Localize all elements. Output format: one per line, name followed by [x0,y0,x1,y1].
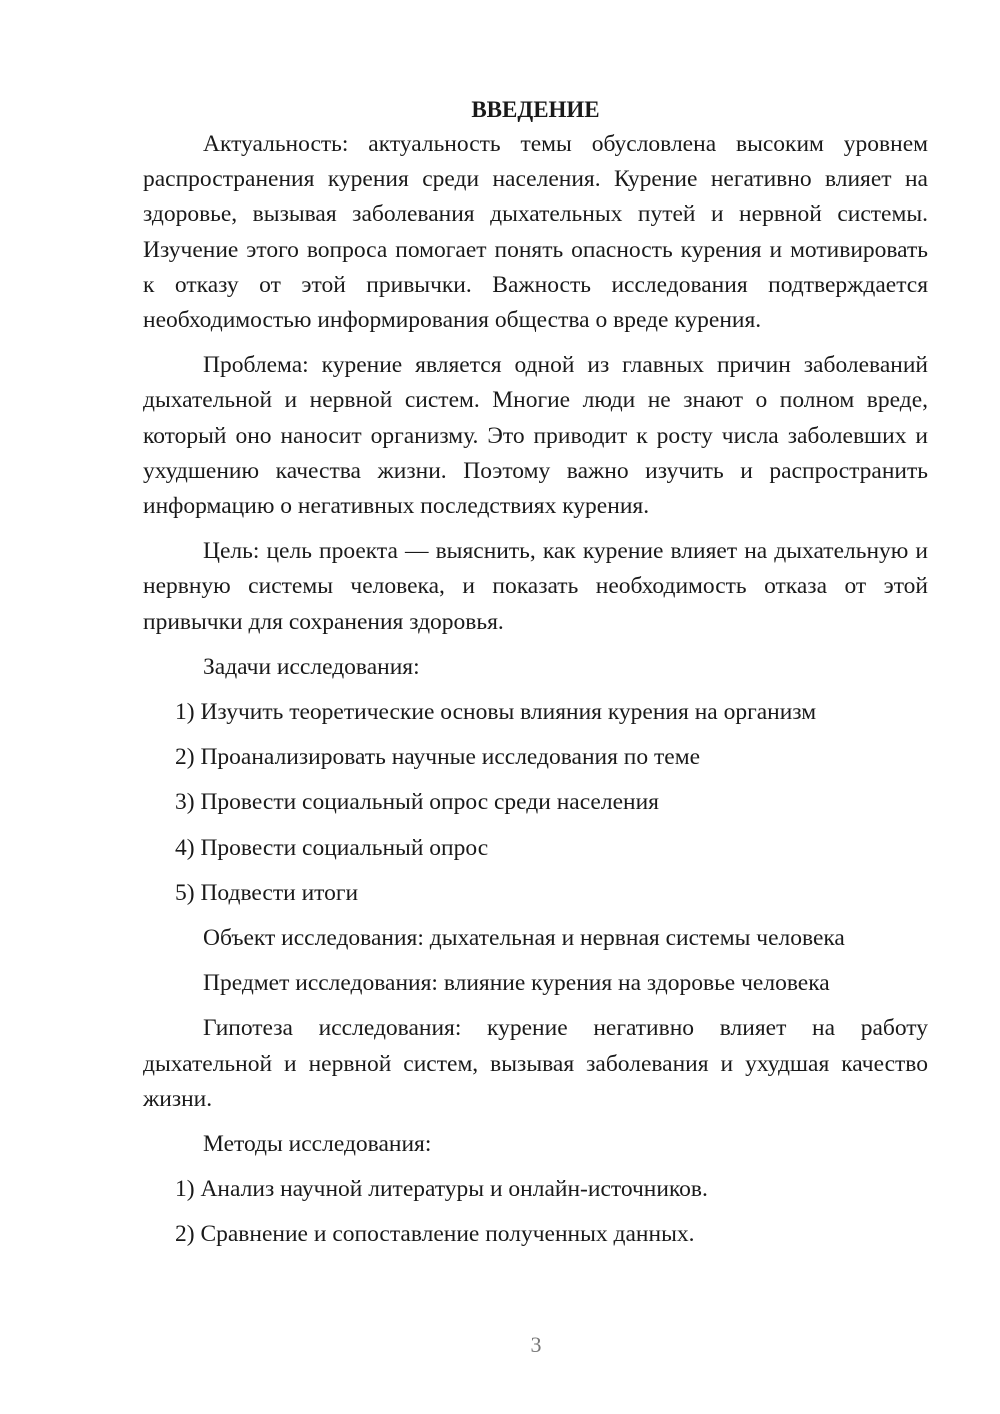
list-item: 1) Анализ научной литературы и онлайн-источников. [175,1176,708,1203]
subject-line: Предмет исследования: влияние курения на здоровье человека [203,970,830,997]
relevance-paragraph: Актуальность: актуальность темы обусловлена высоким уровнем распространения курения среди населения. Курение негативно влияет на здоровье, вызывая заболевания дыхательных путей и нервной системы. Изучение этого вопроса помогает понять опасность курения и мотивировать к отказу от этой привычки. Важность исследования подтверждается необходимостью информирования общества о вреде курения. [143,131,928,334]
hypothesis-paragraph: Гипотеза исследования: курение негативно влияет на работу дыхательной и нервной систем, вызывая заболевания и ухудшая качество жизни. [143,1015,928,1112]
list-item: 5) Подвести итоги [175,879,359,906]
object-line: Объект исследования: дыхательная и нервная системы человека [203,925,845,952]
tasks-heading: Задачи исследования: [203,653,420,680]
problem-paragraph: Проблема: курение является одной из главных причин заболеваний дыхательной и нервной систем. Многие люди не знают о полном вреде, который оно наносит организму. Это приводит к росту числа заболевших и ухудшению качества жизни. Поэтому важно изучить и распространить информацию о негативных последствиях курения. [143,352,928,520]
page-title: ВВЕДЕНИЕ [471,97,600,122]
list-item: 1) Изучить теоретические основы влияния курения на организм [175,699,817,726]
goal-paragraph: Цель: цель проекта — выяснить, как курение влияет на дыхательную и нервную системы человека, и показать необходимость отказа от этой привычки для сохранения здоровья. [143,538,928,635]
methods-heading: Методы исследования: [203,1131,432,1158]
list-item: 4) Провести социальный опрос [175,834,489,861]
methods-list [143,1172,928,1252]
list-item: 2) Проанализировать научные исследования по теме [175,744,700,771]
list-item: 3) Провести социальный опрос среди населения [175,789,659,816]
list-item: 2) Сравнение и сопоставление полученных данных. [175,1221,695,1248]
document-body [143,92,928,1263]
page-number: 3 [530,1332,542,1357]
tasks-list [143,695,928,911]
